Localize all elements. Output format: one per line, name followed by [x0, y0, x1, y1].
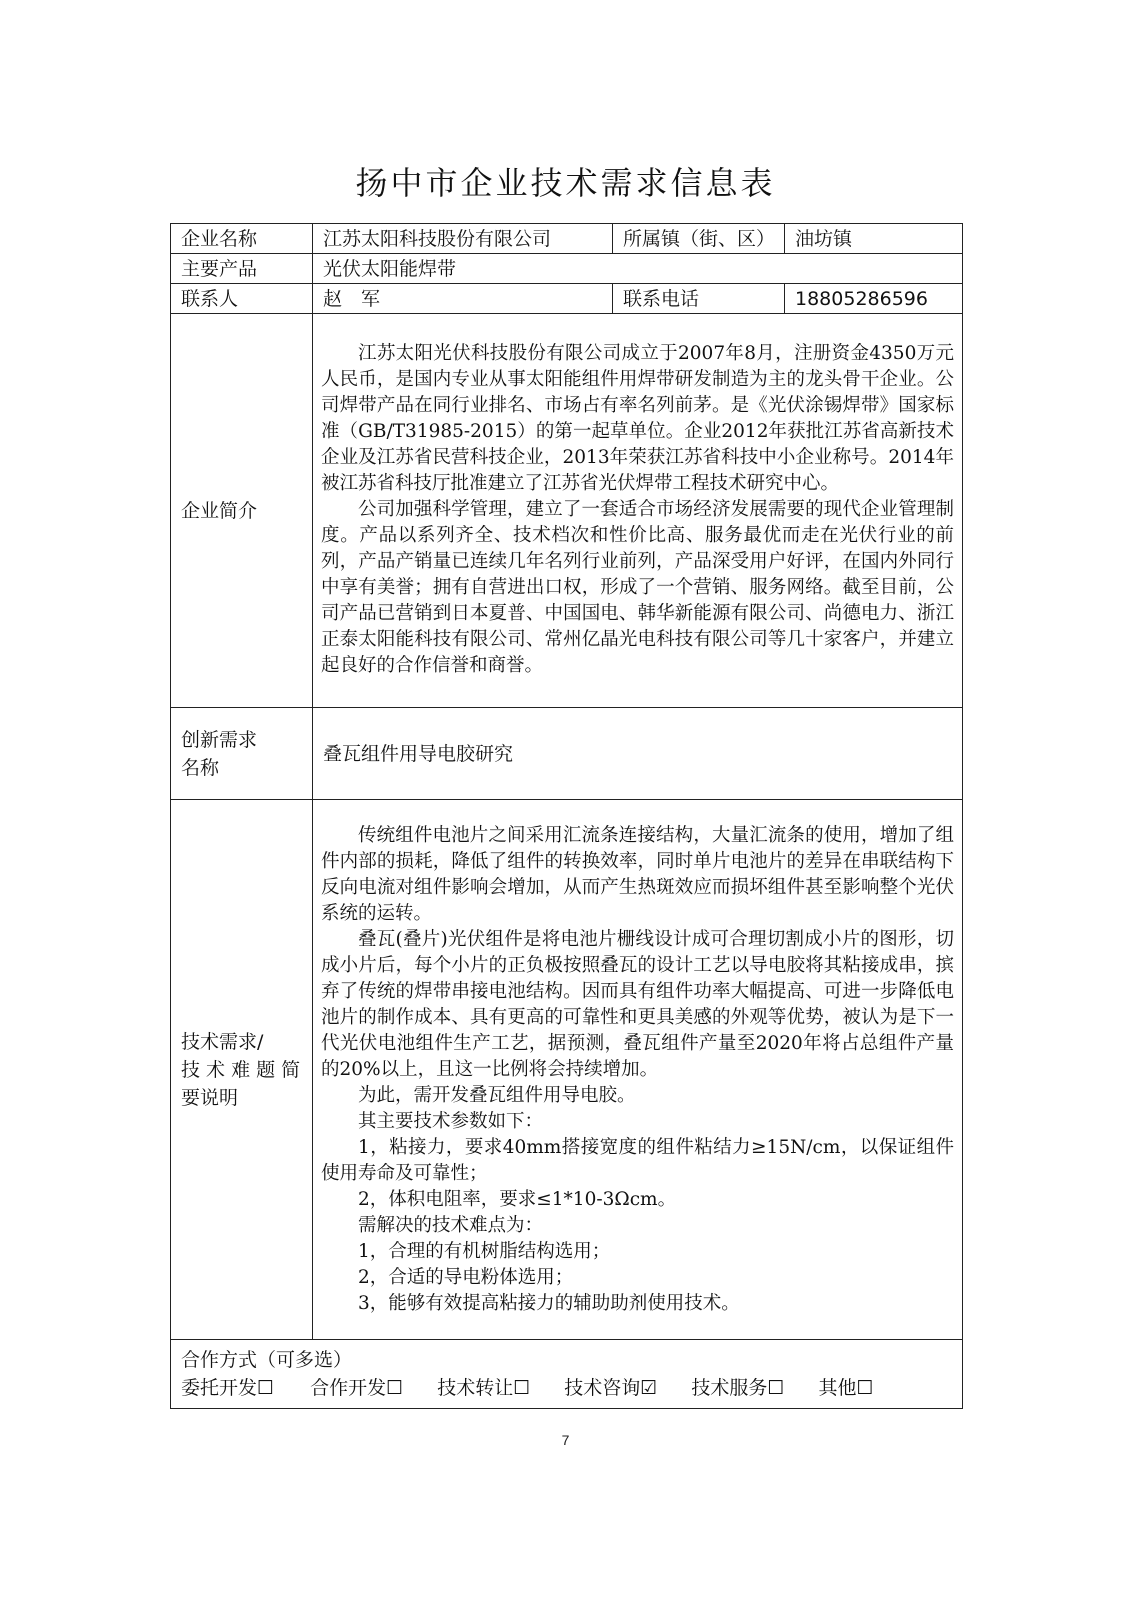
- option-other[interactable]: 其他☐: [818, 1377, 874, 1399]
- tech-paragraph: 其主要技术参数如下：: [358, 1110, 544, 1132]
- tech-paragraph: 为此，需开发叠瓦组件用导电胶。: [358, 1084, 636, 1106]
- innovation-label-line: 名称: [181, 756, 220, 779]
- row-cooperation: [171, 1340, 963, 1409]
- option-tech-consulting[interactable]: 技术咨询☑: [564, 1377, 658, 1399]
- product-value: 光伏太阳能焊带: [313, 254, 963, 284]
- option-tech-service[interactable]: 技术服务☐: [691, 1377, 785, 1399]
- tech-paragraph: 叠瓦(叠片)光伏组件是将电池片栅线设计成可合理切割成小片的图形，切成小片后，每个小片的正负极按照叠瓦的设计工艺以导电胶将其粘接成串，摈弃了传统的焊带串接电池结构。因而具有组件功率大幅提高、可进一步降低电池片的制作成本、具有更高的可靠性和更具美感的外观等优势，被认为是下一代光伏电池组件生产工艺，据预测，叠瓦组件产量至2020年将占总组件产量的20%以上，且这一比例将会持续增加。: [321, 928, 954, 1080]
- row-company-name: [171, 224, 963, 254]
- row-tech-demand: [171, 800, 963, 1340]
- cooperation-cell: [171, 1340, 963, 1409]
- row-company-intro: [171, 314, 963, 708]
- tech-label-line: 技术需求/: [181, 1030, 264, 1053]
- contact-label: 联系人: [171, 284, 313, 314]
- cooperation-options: [181, 1374, 952, 1402]
- tech-paragraph: 2，体积电阻率，要求≤1*10-3Ωcm。: [358, 1188, 677, 1210]
- innovation-value: 叠瓦组件用导电胶研究: [313, 708, 963, 800]
- tech-paragraph: 1，合理的有机树脂结构选用；: [358, 1240, 611, 1262]
- option-joint-dev[interactable]: 合作开发☐: [310, 1377, 404, 1399]
- district-value: 油坊镇: [785, 224, 963, 254]
- tech-paragraph: 需解决的技术难点为：: [358, 1214, 544, 1236]
- innovation-label: [171, 708, 313, 800]
- contact-value: 赵 军: [313, 284, 613, 314]
- info-table: [170, 223, 963, 1409]
- intro-paragraph: 江苏太阳光伏科技股份有限公司成立于2007年8月，注册资金4350万元人民币，是国内专业从事太阳能组件用焊带研发制造为主的龙头骨干企业。公司焊带产品在同行业排名、市场占有率名列前茅。是《光伏涂锡焊带》国家标准（GB/T31985-2015）的第一起草单位。企业2012年获批江苏省高新技术企业及江苏省民营科技企业，2013年荣获江苏省科技中小企业称号。2014年被江苏省科技厅批准建立了江苏省光伏焊带工程技术研究中心。: [321, 342, 954, 494]
- tech-paragraph: 1，粘接力，要求40mm搭接宽度的组件粘结力≥15N/cm，以保证组件使用寿命及可靠性；: [321, 1136, 954, 1184]
- page-number: 7: [561, 1432, 570, 1448]
- company-name-label: 企业名称: [171, 224, 313, 254]
- company-name-value: 江苏太阳科技股份有限公司: [313, 224, 613, 254]
- page-title: 扬中市企业技术需求信息表: [355, 164, 776, 202]
- tech-paragraph: 2，合适的导电粉体选用；: [358, 1266, 574, 1288]
- option-commissioned-dev[interactable]: 委托开发☐: [181, 1377, 275, 1399]
- innovation-label-line: 创新需求: [181, 728, 258, 751]
- intro-content: [313, 314, 963, 708]
- phone-label: 联系电话: [613, 284, 785, 314]
- tech-content: [313, 800, 963, 1340]
- tech-paragraph: 传统组件电池片之间采用汇流条连接结构，大量汇流条的使用，增加了组件内部的损耗，降低了组件的转换效率，同时单片电池片的差异在串联结构下反向电流对组件影响会增加，从而产生热斑效应而损坏组件甚至影响整个光伏系统的运转。: [321, 824, 954, 924]
- option-tech-transfer[interactable]: 技术转让☐: [437, 1377, 531, 1399]
- tech-label-line: 技 术 难 题 简: [181, 1058, 301, 1081]
- tech-label-line: 要说明: [181, 1086, 239, 1109]
- intro-label: 企业简介: [171, 314, 313, 708]
- tech-label: [171, 800, 313, 1340]
- row-contact: [171, 284, 963, 314]
- intro-paragraph: 公司加强科学管理，建立了一套适合市场经济发展需要的现代企业管理制度。产品以系列齐全、技术档次和性价比高、服务最优而走在光伏行业的前列，产品产销量已连续几年名列行业前列，产品深受用户好评，在国内外同行中享有美誉；拥有自营进出口权，形成了一个营销、服务网络。截至目前，公司产品已营销到日本夏普、中国国电、韩华新能源有限公司、尚德电力、浙江正泰太阳能科技有限公司、常州亿晶光电科技有限公司等几十家客户，并建立起良好的合作信誉和商誉。: [321, 498, 954, 676]
- district-label: 所属镇（街、区）: [613, 224, 785, 254]
- row-innovation-name: [171, 708, 963, 800]
- cooperation-label: 合作方式（可多选）: [181, 1349, 353, 1371]
- row-main-product: [171, 254, 963, 284]
- product-label: 主要产品: [171, 254, 313, 284]
- phone-value: 18805286596: [785, 284, 963, 314]
- tech-paragraph: 3，能够有效提高粘接力的辅助助剂使用技术。: [358, 1292, 740, 1314]
